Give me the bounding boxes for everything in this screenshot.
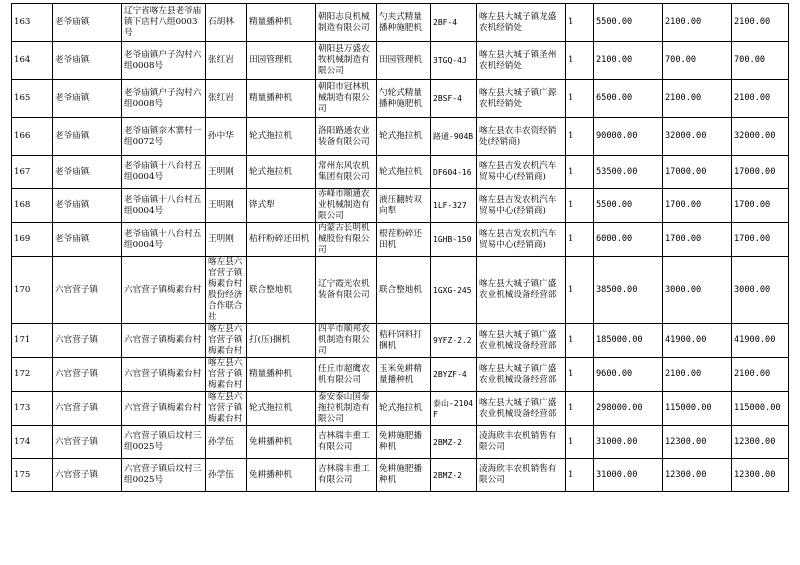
item-cell: 轮式拖拉机	[247, 392, 316, 426]
product-cell: 勺轮式精量播种施肥机	[377, 80, 431, 118]
dealer-cell: 凌海欣丰农机销售有限公司	[477, 426, 566, 459]
product-cell: 轮式拖拉机	[377, 392, 431, 426]
town-cell: 六官营子镇	[53, 324, 122, 358]
maker-cell: 四平市顺邦农机制造有限公司	[316, 324, 377, 358]
subsidy-total-cell: 2100.00	[732, 4, 789, 42]
row-number: 175	[12, 459, 53, 492]
town-cell: 老爷庙镇	[53, 42, 122, 80]
row-number: 172	[12, 358, 53, 392]
row-number: 163	[12, 4, 53, 42]
price-cell: 31000.00	[594, 459, 663, 492]
item-cell: 打(压)捆机	[247, 324, 316, 358]
item-cell: 轮式拖拉机	[247, 156, 316, 189]
maker-cell: 朝阳县万盛农牧机械制造有限公司	[316, 42, 377, 80]
table-row	[12, 80, 789, 118]
maker-cell: 常州东风农机集团有限公司	[316, 156, 377, 189]
maker-cell: 朝阳市冠林机械制造有限公司	[316, 80, 377, 118]
quantity-cell: 1	[566, 324, 594, 358]
town-cell: 老爷庙镇	[53, 156, 122, 189]
buyer-cell: 孙学伍	[206, 459, 247, 492]
model-cell: 1GHB-150	[431, 223, 477, 257]
buyer-cell: 王明刚	[206, 189, 247, 223]
buyer-cell: 喀左县六官营子镇梅素台村	[206, 392, 247, 426]
subsidy-total-cell: 32000.00	[732, 118, 789, 156]
model-cell: 1LF-327	[431, 189, 477, 223]
address-cell: 六官营子镇后坟村三组0025号	[122, 459, 206, 492]
subsidy-cell: 17000.00	[663, 156, 732, 189]
model-cell: 2BMZ-2	[431, 459, 477, 492]
dealer-cell: 喀左县大城子镇圣州农机经销处	[477, 42, 566, 80]
price-cell: 90000.00	[594, 118, 663, 156]
buyer-cell: 喀左县六官营子镇梅素台村	[206, 358, 247, 392]
subsidy-total-cell: 1700.00	[732, 189, 789, 223]
row-number: 168	[12, 189, 53, 223]
price-cell: 31000.00	[594, 426, 663, 459]
subsidy-total-cell: 115000.00	[732, 392, 789, 426]
buyer-cell: 孙中华	[206, 118, 247, 156]
town-cell: 六官营子镇	[53, 358, 122, 392]
price-cell: 5500.00	[594, 4, 663, 42]
table-row	[12, 223, 789, 257]
town-cell: 老爷庙镇	[53, 118, 122, 156]
address-cell: 六官营子镇梅素台村	[122, 358, 206, 392]
row-number: 165	[12, 80, 53, 118]
dealer-cell: 凌海欣丰农机销售有限公司	[477, 459, 566, 492]
table-row	[12, 4, 789, 42]
item-cell: 秸秆粉碎还田机	[247, 223, 316, 257]
subsidy-total-cell: 2100.00	[732, 80, 789, 118]
row-number: 170	[12, 257, 53, 324]
item-cell: 精量播种机	[247, 358, 316, 392]
subsidy-total-cell: 17000.00	[732, 156, 789, 189]
town-cell: 老爷庙镇	[53, 223, 122, 257]
town-cell: 老爷庙镇	[53, 80, 122, 118]
table-row	[12, 459, 789, 492]
subsidy-cell: 3000.00	[663, 257, 732, 324]
address-cell: 六官营子镇后坟村三组0025号	[122, 426, 206, 459]
price-cell: 298000.00	[594, 392, 663, 426]
table-row	[12, 118, 789, 156]
buyer-cell: 王明刚	[206, 156, 247, 189]
price-cell: 2100.00	[594, 42, 663, 80]
subsidy-total-cell: 1700.00	[732, 223, 789, 257]
maker-cell: 内蒙古长明机械股份有限公司	[316, 223, 377, 257]
subsidy-cell: 700.00	[663, 42, 732, 80]
maker-cell: 辽宁霞光农机装备有限公司	[316, 257, 377, 324]
buyer-cell: 张红岩	[206, 80, 247, 118]
row-number: 167	[12, 156, 53, 189]
quantity-cell: 1	[566, 392, 594, 426]
product-cell: 液压翻转双向犁	[377, 189, 431, 223]
product-cell: 轮式拖拉机	[377, 156, 431, 189]
town-cell: 六官营子镇	[53, 459, 122, 492]
product-cell: 根茬粉碎还田机	[377, 223, 431, 257]
model-cell: 2BMZ-2	[431, 426, 477, 459]
item-cell: 铧式犁	[247, 189, 316, 223]
table-row	[12, 426, 789, 459]
product-cell: 玉米免耕精量播种机	[377, 358, 431, 392]
price-cell: 5500.00	[594, 189, 663, 223]
town-cell: 六官营子镇	[53, 257, 122, 324]
model-cell: 2BSF-4	[431, 80, 477, 118]
buyer-cell: 喀左县六官营子镇梅素台村股份经济合作联合社	[206, 257, 247, 324]
buyer-cell: 王明刚	[206, 223, 247, 257]
maker-cell: 洛阳路通农业装备有限公司	[316, 118, 377, 156]
subsidy-cell: 12300.00	[663, 426, 732, 459]
row-number: 174	[12, 426, 53, 459]
product-cell: 轮式拖拉机	[377, 118, 431, 156]
subsidy-cell: 2100.00	[663, 4, 732, 42]
product-cell: 联合整地机	[377, 257, 431, 324]
row-number: 169	[12, 223, 53, 257]
item-cell: 免耕播种机	[247, 426, 316, 459]
dealer-cell: 喀左县吉发农机汽车贸易中心(经销商)	[477, 223, 566, 257]
subsidy-cell: 2100.00	[663, 80, 732, 118]
subsidy-cell: 12300.00	[663, 459, 732, 492]
quantity-cell: 1	[566, 80, 594, 118]
town-cell: 六官营子镇	[53, 426, 122, 459]
subsidy-total-cell: 2100.00	[732, 358, 789, 392]
address-cell: 老爷庙镇十八台村五组0004号	[122, 156, 206, 189]
address-cell: 六官营子镇梅素台村	[122, 324, 206, 358]
model-cell: 9YFZ-2.2	[431, 324, 477, 358]
table-row	[12, 156, 789, 189]
maker-cell: 泰安泰山国泰拖拉机制造有限公司	[316, 392, 377, 426]
address-cell: 老爷庙镇奈木寨村一组0072号	[122, 118, 206, 156]
model-cell: 路通-904B	[431, 118, 477, 156]
dealer-cell: 喀左县大城子镇广盛农业机械设备经营部	[477, 257, 566, 324]
town-cell: 老爷庙镇	[53, 4, 122, 42]
dealer-cell: 喀左县大城子镇广源农机经销处	[477, 80, 566, 118]
dealer-cell: 喀左县吉发农机汽车贸易中心(经销商)	[477, 156, 566, 189]
quantity-cell: 1	[566, 4, 594, 42]
item-cell: 免耕播种机	[247, 459, 316, 492]
subsidy-table	[11, 3, 789, 492]
row-number: 164	[12, 42, 53, 80]
dealer-cell: 喀左县吉发农机汽车贸易中心(经销商)	[477, 189, 566, 223]
price-cell: 6000.00	[594, 223, 663, 257]
item-cell: 田园管理机	[247, 42, 316, 80]
table-row	[12, 42, 789, 80]
table-row	[12, 392, 789, 426]
maker-cell: 朝阳志良机械制造有限公司	[316, 4, 377, 42]
subsidy-cell: 1700.00	[663, 189, 732, 223]
product-cell: 免耕施肥播种机	[377, 459, 431, 492]
row-number: 173	[12, 392, 53, 426]
table-row	[12, 324, 789, 358]
quantity-cell: 1	[566, 426, 594, 459]
subsidy-cell: 32000.00	[663, 118, 732, 156]
price-cell: 9600.00	[594, 358, 663, 392]
product-cell: 免耕施肥播种机	[377, 426, 431, 459]
table-row	[12, 189, 789, 223]
quantity-cell: 1	[566, 459, 594, 492]
town-cell: 老爷庙镇	[53, 189, 122, 223]
buyer-cell: 孙学伍	[206, 426, 247, 459]
row-number: 166	[12, 118, 53, 156]
price-cell: 53500.00	[594, 156, 663, 189]
item-cell: 联合整地机	[247, 257, 316, 324]
subsidy-total-cell: 12300.00	[732, 426, 789, 459]
address-cell: 辽宁省喀左县老爷庙镇下店村八组0003号	[122, 4, 206, 42]
product-cell: 田园管理机	[377, 42, 431, 80]
address-cell: 六官营子镇梅素台村	[122, 392, 206, 426]
address-cell: 老爷庙镇十八台村五组0004号	[122, 223, 206, 257]
row-number: 171	[12, 324, 53, 358]
subsidy-total-cell: 3000.00	[732, 257, 789, 324]
address-cell: 六官营子镇梅素台村	[122, 257, 206, 324]
town-cell: 六官营子镇	[53, 392, 122, 426]
model-cell: 1GXG-245	[431, 257, 477, 324]
subsidy-cell: 115000.00	[663, 392, 732, 426]
subsidy-total-cell: 41900.00	[732, 324, 789, 358]
dealer-cell: 喀左县大城子镇广盛农业机械设备经营部	[477, 392, 566, 426]
model-cell: DF604-16	[431, 156, 477, 189]
subsidy-cell: 41900.00	[663, 324, 732, 358]
quantity-cell: 1	[566, 118, 594, 156]
subsidy-total-cell: 12300.00	[732, 459, 789, 492]
address-cell: 老爷庙镇户子沟村六组0008号	[122, 80, 206, 118]
dealer-cell: 喀左县大城子镇广盛农业机械设备经营部	[477, 358, 566, 392]
price-cell: 185000.00	[594, 324, 663, 358]
model-cell: 2BYZF-4	[431, 358, 477, 392]
table-row	[12, 358, 789, 392]
price-cell: 6500.00	[594, 80, 663, 118]
price-cell: 38500.00	[594, 257, 663, 324]
model-cell: 2BF-4	[431, 4, 477, 42]
table-row	[12, 257, 789, 324]
subsidy-cell: 1700.00	[663, 223, 732, 257]
maker-cell: 赤峰市顺通农业机械制造有限公司	[316, 189, 377, 223]
dealer-cell: 喀左县大城子镇广盛农业机械设备经营部	[477, 324, 566, 358]
address-cell: 老爷庙镇户子沟村六组0008号	[122, 42, 206, 80]
item-cell: 轮式拖拉机	[247, 118, 316, 156]
dealer-cell: 喀左县农丰农资经销处(经销商)	[477, 118, 566, 156]
buyer-cell: 张红岩	[206, 42, 247, 80]
model-cell: 3TGQ-4J	[431, 42, 477, 80]
maker-cell: 任丘市超鹰农机有限公司	[316, 358, 377, 392]
subsidy-total-cell: 700.00	[732, 42, 789, 80]
item-cell: 精量播种机	[247, 4, 316, 42]
buyer-cell: 石胡林	[206, 4, 247, 42]
item-cell: 精量播种机	[247, 80, 316, 118]
quantity-cell: 1	[566, 42, 594, 80]
model-cell: 泰山-2104F	[431, 392, 477, 426]
quantity-cell: 1	[566, 257, 594, 324]
maker-cell: 吉林瑞丰重工有限公司	[316, 459, 377, 492]
quantity-cell: 1	[566, 358, 594, 392]
subsidy-cell: 2100.00	[663, 358, 732, 392]
quantity-cell: 1	[566, 223, 594, 257]
product-cell: 勺夹式精量播种施肥机	[377, 4, 431, 42]
buyer-cell: 喀左县六官营子镇梅素台村	[206, 324, 247, 358]
dealer-cell: 喀左县大城子镇龙盛农机经销处	[477, 4, 566, 42]
address-cell: 老爷庙镇十八台村五组0004号	[122, 189, 206, 223]
quantity-cell: 1	[566, 189, 594, 223]
product-cell: 秸秆饲料打捆机	[377, 324, 431, 358]
maker-cell: 吉林瑞丰重工有限公司	[316, 426, 377, 459]
quantity-cell: 1	[566, 156, 594, 189]
